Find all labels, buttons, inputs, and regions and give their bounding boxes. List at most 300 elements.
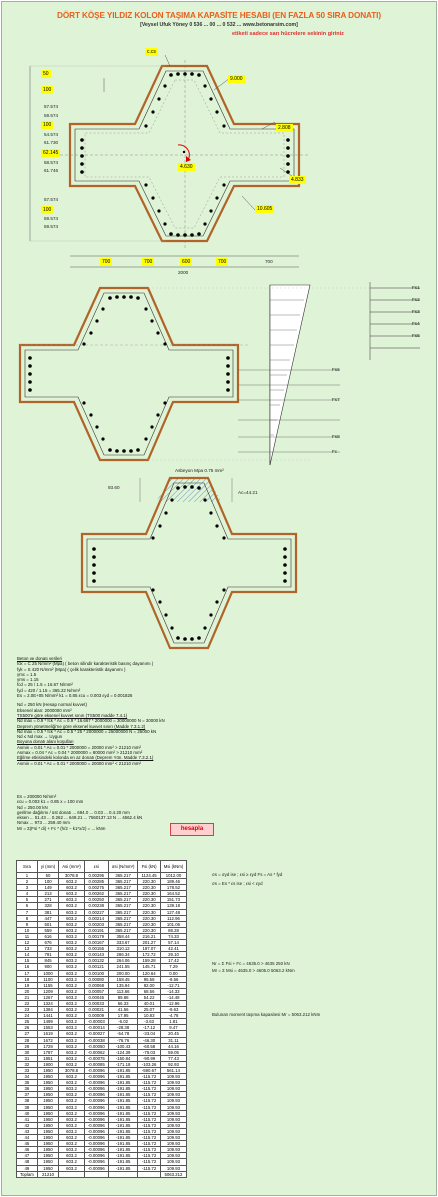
- calc-line: Eksenel alan: 2000000 mm²: [17, 707, 72, 713]
- table-cell: 0.00214: [84, 915, 108, 921]
- table-cell: -0.00096: [84, 1141, 108, 1147]
- table-cell: -191.85: [108, 1116, 138, 1122]
- table-cell: -54.78: [108, 1031, 138, 1037]
- table-cell: 1124.45: [138, 873, 160, 879]
- table-cell: 603.2: [59, 1086, 85, 1092]
- table-cell: 1950: [37, 1068, 58, 1074]
- table-cell: 109.93: [160, 1092, 187, 1098]
- table-cell: -0.00014: [84, 1025, 108, 1031]
- table-cell: 603.2: [59, 1147, 85, 1153]
- table-cell: 1950: [37, 1116, 58, 1122]
- table-cell: 2: [17, 879, 38, 885]
- dim-label: 54.574: [44, 132, 59, 137]
- table-cell: 1950: [37, 1147, 58, 1153]
- table-cell: -76.76: [108, 1037, 138, 1043]
- table-cell: 365.217: [108, 873, 138, 879]
- table-cell: 109.93: [160, 1153, 187, 1159]
- table-cell: 733: [37, 946, 58, 952]
- table-cell: -191.85: [108, 1153, 138, 1159]
- table-cell: 0.00250: [84, 897, 108, 903]
- ratio-c-input[interactable]: 4.833: [291, 177, 304, 183]
- width-segment-input[interactable]: 700: [144, 259, 153, 265]
- table-cell: 109.93: [160, 1098, 187, 1104]
- table-cell: 1950: [37, 1110, 58, 1116]
- table-cell: 17.42: [160, 958, 187, 964]
- table-cell: 676: [37, 940, 58, 946]
- table-cell: 0.00191: [84, 927, 108, 933]
- calc-line: Asmax = 0.04 * Ac = 0.04 * 2000000 = 80000 mm² > 21210 mm²: [17, 750, 143, 756]
- calc-line: εcu = 0.003 k1 = 0.85 x = 100 mm: [17, 799, 84, 805]
- table-cell: -0.00038: [84, 1037, 108, 1043]
- table-cell: 101.06: [160, 921, 187, 927]
- table-cell: -0.00096: [84, 1159, 108, 1165]
- calc-line: fck = C 25 N/mm² (Mpa) ( beton silindir karakteristik basınç dayanımı ): [17, 661, 154, 667]
- section-3-rebars: [92, 485, 287, 641]
- calc-line: Es = 200000 N/mm²: [17, 793, 57, 799]
- table-cell: 1100: [37, 976, 58, 982]
- table-cell: 0.00068: [84, 982, 108, 988]
- table-cell: 16: [17, 964, 38, 970]
- table-cell: -115.72: [138, 1086, 160, 1092]
- section-2-rebars: [28, 295, 230, 453]
- table-cell: 0.00285: [84, 879, 108, 885]
- ratio-d-input[interactable]: 10.605: [257, 206, 273, 212]
- table-cell: 603.2: [59, 915, 85, 921]
- width-segment-input[interactable]: 700: [218, 259, 227, 265]
- table-cell: 139.18: [160, 903, 187, 909]
- table-cell: 17: [17, 970, 38, 976]
- table-cell: [138, 1171, 160, 1177]
- table-cell: 216.21: [138, 933, 160, 939]
- side-note-1: σs = σyd ise ; εsi ≥ εyd Fs = As * fyd: [212, 872, 283, 877]
- table-cell: 365.217: [108, 921, 138, 927]
- table-cell: 14: [17, 952, 38, 958]
- table-cell: -115.72: [138, 1104, 160, 1110]
- section-3-geometry: [82, 478, 296, 648]
- table-cell: -103.26: [138, 1061, 160, 1067]
- table-cell: 1209: [37, 988, 58, 994]
- table-cell: 112.96: [160, 915, 187, 921]
- table-cell: -3.63: [138, 1019, 160, 1025]
- force-label: Fs2: [412, 297, 420, 302]
- table-cell: 50: [37, 873, 58, 879]
- table-cell: 30: [17, 1049, 38, 1055]
- table-cell: 109.93: [160, 1104, 187, 1110]
- table-cell: 20: [17, 988, 38, 994]
- table-cell: 603.2: [59, 1055, 85, 1061]
- table-cell: 310.12: [108, 946, 138, 952]
- table-cell: -0.00096: [84, 1098, 108, 1104]
- table-cell: 41.56: [108, 1007, 138, 1013]
- table-cell: -115.72: [138, 1098, 160, 1104]
- table-cell: 0.00: [160, 970, 187, 976]
- table-cell: 54.22: [138, 994, 160, 1000]
- table-cell: 89.88: [108, 994, 138, 1000]
- table-cell: 603.2: [59, 921, 85, 927]
- table-cell: -590.67: [138, 1068, 160, 1074]
- width-segment-label: 700: [265, 259, 273, 264]
- table-cell: -191.85: [108, 1147, 138, 1153]
- table-cell: 220.30: [138, 885, 160, 891]
- table-cell: 44.16: [160, 1043, 187, 1049]
- table-cell: 88.28: [160, 927, 187, 933]
- table-cell: -4.78: [160, 1013, 187, 1019]
- dim-input[interactable]: 100: [43, 207, 52, 213]
- table-cell: 286.34: [108, 952, 138, 958]
- table-cell: 28: [17, 1037, 38, 1043]
- table-cell: 187.07: [138, 946, 160, 952]
- table-cell: 365.217: [108, 897, 138, 903]
- table-cell: 1950: [37, 1135, 58, 1141]
- table-cell: 1851: [37, 1055, 58, 1061]
- table-cell: 109.93: [160, 1074, 187, 1080]
- calc-line: Es = 2.0E+05 N/mm² k1 = 0.85 εcu = 0.003 εyd = 0.001826: [17, 693, 133, 699]
- alpha-input[interactable]: 4.630: [180, 164, 193, 170]
- table-cell: 603.2: [59, 927, 85, 933]
- table-cell: 29.10: [160, 952, 187, 958]
- table-cell: -28.38: [108, 1025, 138, 1031]
- table-cell: -191.85: [108, 1165, 138, 1171]
- table-cell: 40.01: [138, 1000, 160, 1006]
- table-cell: -9.56: [160, 976, 187, 982]
- table-cell: 1384: [37, 1007, 58, 1013]
- table-cell: 9.47: [160, 1025, 187, 1031]
- table-cell: 57.14: [160, 940, 187, 946]
- table-cell: 109.93: [160, 1086, 187, 1092]
- table-cell: 113.66: [108, 988, 138, 994]
- table-cell: 1950: [37, 1141, 58, 1147]
- table-cell: -46.30: [138, 1037, 160, 1043]
- table-cell: 5: [17, 897, 38, 903]
- calc-line: Eğilme etkisindeki kolonda en az donatı (Deprem Yön. Madde 7.3.2.1): [17, 755, 154, 761]
- calculation-block: [17, 656, 427, 831]
- table-cell: 559: [37, 927, 58, 933]
- table-cell: 603.2: [59, 1049, 85, 1055]
- nr-result: Nr = Σ Fsi + Fc = 4635.0 > 4635 250 kN: [212, 961, 290, 966]
- table-cell: 200.00: [108, 970, 138, 976]
- table-cell: 358.44: [108, 933, 138, 939]
- table-cell: -0.00096: [84, 1122, 108, 1128]
- table-cell: 603.2: [59, 1135, 85, 1141]
- table-cell: 164.52: [160, 891, 187, 897]
- table-cell: 900: [37, 964, 58, 970]
- calc-line: Asmin = 0.01 * Ac = 0.01 * 2000000 = 20000 mm² > 21210 mm²: [17, 744, 141, 750]
- table-cell: 603.2: [59, 1031, 85, 1037]
- table-cell: -191.85: [108, 1074, 138, 1080]
- table-cell: 220.30: [138, 915, 160, 921]
- table-cell: -0.00062: [84, 1049, 108, 1055]
- table-cell: 15: [17, 958, 38, 964]
- table-cell: -75.03: [138, 1049, 160, 1055]
- force-label: Fc: [332, 449, 338, 454]
- table-cell: 603.2: [59, 1128, 85, 1134]
- table-cell: 42.41: [160, 946, 187, 952]
- table-cell: 36: [17, 1086, 38, 1092]
- table-cell: 149: [37, 885, 58, 891]
- table-cell: 109.93: [160, 1165, 187, 1171]
- final-moment-result: Bulunan moment taşıma kapasitesi Mr = 5063.212 kNm: [212, 1012, 321, 1017]
- table-cell: 365.217: [108, 903, 138, 909]
- table-cell: -33.04: [138, 1031, 160, 1037]
- table-cell: 603.2: [59, 1000, 85, 1006]
- page-subtitle: [Veysel Ufuk Yöney 0 536 ... 00 ... 0 532 ... www.betonarsim.com]: [140, 22, 298, 28]
- table-cell: -191.85: [108, 1141, 138, 1147]
- width-segment-input[interactable]: 600: [182, 259, 191, 265]
- table-cell: 127.48: [160, 909, 187, 915]
- table-cell: 603.2: [59, 1122, 85, 1128]
- dim-label: 61.730: [44, 140, 59, 145]
- table-cell: -100.43: [108, 1043, 138, 1049]
- table-header-row: [17, 861, 187, 873]
- table-cell: 27: [17, 1031, 38, 1037]
- table-cell: 10.83: [138, 1013, 160, 1019]
- table-cell: 109.93: [160, 1080, 187, 1086]
- cover-input[interactable]: 50: [43, 71, 49, 77]
- table-cell: 35: [17, 1080, 38, 1086]
- table-cell: 39: [17, 1104, 38, 1110]
- table-cell: 603.2: [59, 1165, 85, 1171]
- table-cell: -17.12: [138, 1025, 160, 1031]
- table-cell: -0.00027: [84, 1031, 108, 1037]
- table-cell: -191.85: [108, 1104, 138, 1110]
- total-width-label: 2000: [178, 270, 189, 275]
- table-cell: -115.72: [138, 1110, 160, 1116]
- table-cell: 0.00143: [84, 952, 108, 958]
- table-cell: 603.2: [59, 1019, 85, 1025]
- table-cell: 109.93: [160, 1159, 187, 1165]
- table-cell: 120.64: [138, 970, 160, 976]
- dim-input[interactable]: 62.145: [43, 150, 59, 156]
- dim-input[interactable]: 100: [43, 122, 52, 128]
- table-cell: 0.00121: [84, 964, 108, 970]
- mr-result: Mr = Σ Msi = 4635.0 > 4605.0 5063.2 kNm: [212, 968, 295, 973]
- table-cell: 92.93: [160, 1061, 187, 1067]
- table-cell: 1950: [37, 1153, 58, 1159]
- table-cell: 1499: [37, 1019, 58, 1025]
- table-cell: -0.00003: [84, 1019, 108, 1025]
- table-cell: -60.58: [138, 1043, 160, 1049]
- table-cell: 0.00295: [84, 873, 108, 879]
- calc-line: Nd ≤ Nd max → Uygun: [17, 734, 63, 740]
- table-cell: 109.93: [160, 1116, 187, 1122]
- calc-line: fyd = 420 / 1.15 = 365.22 N/mm²: [17, 687, 81, 693]
- table-cell: 3: [17, 885, 38, 891]
- table-cell: 1950: [37, 1086, 58, 1092]
- table-cell: 37: [17, 1092, 38, 1098]
- calculate-button[interactable]: hesapla: [170, 823, 214, 836]
- table-cell: 264.06: [108, 958, 138, 964]
- table-cell: -6.02: [108, 1019, 138, 1025]
- table-cell: 1553: [37, 1025, 58, 1031]
- table-cell: 0.00045: [84, 994, 108, 1000]
- table-cell: 603.2: [59, 1025, 85, 1031]
- table-cell: 1267: [37, 994, 58, 1000]
- table-cell: 603.2: [59, 994, 85, 1000]
- table-cell: 10: [17, 927, 38, 933]
- input-note: etiketi sadece sarı hücrelere sekinin giriniz: [232, 31, 344, 37]
- table-cell: 40: [17, 1110, 38, 1116]
- table-cell: 0.00033: [84, 1000, 108, 1006]
- table-cell: 791: [37, 952, 58, 958]
- table-cell: 32: [17, 1061, 38, 1067]
- table-cell: 271: [37, 897, 58, 903]
- column-header: σsi (N/mm²): [108, 861, 138, 873]
- table-cell: 1950: [37, 1080, 58, 1086]
- table-cell: 4: [17, 891, 38, 897]
- table-cell: -115.72: [138, 1159, 160, 1165]
- force-label: Fs4: [412, 321, 420, 326]
- table-cell: 34: [17, 1074, 38, 1080]
- table-cell: -191.85: [108, 1080, 138, 1086]
- table-cell: 1324: [37, 1000, 58, 1006]
- table-cell: 6: [17, 903, 38, 909]
- table-cell: 603.2: [59, 1098, 85, 1104]
- table-cell: 1155: [37, 982, 58, 988]
- table-cell: 17.95: [108, 1013, 138, 1019]
- table-cell: 603.2: [59, 1061, 85, 1067]
- table-cell: 109.93: [160, 1128, 187, 1134]
- table-cell: 44: [17, 1135, 38, 1141]
- calc-line: eksen ... 51.43 ... 0.262 ... 649.21 ... 7560137.13 N ... 4662.4 kN: [17, 815, 143, 821]
- table-cell: -191.85: [108, 1159, 138, 1165]
- table-cell: 31.11: [160, 1037, 187, 1043]
- table-cell: 501: [37, 921, 58, 927]
- table-cell: -191.85: [108, 1122, 138, 1128]
- table-cell: 68.56: [138, 988, 160, 994]
- ratio-a-input[interactable]: 2.808: [278, 125, 291, 131]
- table-cell: -115.72: [138, 1080, 160, 1086]
- table-cell: 220.30: [138, 927, 160, 933]
- ratio-b-input[interactable]: 9.000: [230, 76, 243, 82]
- table-cell: -115.72: [138, 1092, 160, 1098]
- table-cell: -0.00096: [84, 1092, 108, 1098]
- table-cell: 26: [17, 1025, 38, 1031]
- table-cell: 603.2: [59, 946, 85, 952]
- table-cell: 603.2: [59, 1092, 85, 1098]
- table-cell: 0.00262: [84, 891, 108, 897]
- table-cell: 25: [17, 1019, 38, 1025]
- force-label: Fs6: [332, 367, 340, 372]
- calc-line: fyk = S 420 N/mm² (Mpa) ( çelik karakteristik dayanımı ): [17, 666, 126, 672]
- table-cell: -115.72: [138, 1153, 160, 1159]
- calc-line: Nd max = 0.5 * fck * Ac = 0.5 * 25 * 2000000 = 25000000 N = 25000 kN: [17, 728, 157, 734]
- table-cell: -150.84: [108, 1055, 138, 1061]
- table-cell: -191.85: [108, 1098, 138, 1104]
- calc-line: γmc = 1.5: [17, 671, 37, 677]
- table-cell: 603.2: [59, 903, 85, 909]
- table-cell: -115.72: [138, 1116, 160, 1122]
- table-cell: 151.73: [160, 897, 187, 903]
- table-cell: -9.63: [160, 1007, 187, 1013]
- area-label: Asbeyon Mpa 0.75 mm²: [175, 468, 224, 473]
- table-cell: 603.2: [59, 1074, 85, 1080]
- table-cell: 1950: [37, 1165, 58, 1171]
- table-cell: 333.67: [108, 940, 138, 946]
- table-cell: -0.00096: [84, 1074, 108, 1080]
- table-cell: 603.2: [59, 1013, 85, 1019]
- table-cell: 616: [37, 933, 58, 939]
- column-header: Sıra: [17, 861, 38, 873]
- table-cell: 25.07: [138, 1007, 160, 1013]
- table-cell: 21210: [37, 1171, 58, 1177]
- table-cell: 0.00009: [84, 1013, 108, 1019]
- dim-label: 59.574: [44, 216, 59, 221]
- table-cell: 95.58: [138, 976, 160, 982]
- table-cell: 1012.00: [160, 873, 187, 879]
- table-cell: -191.85: [108, 1086, 138, 1092]
- calc-line: Deprem yönetmeliği'ne göre eksenel kuvvet sınırı (Madde 7.3.1.2): [17, 723, 146, 729]
- column-header: Msi (kNm): [160, 861, 187, 873]
- table-cell: 603.2: [59, 891, 85, 897]
- table-cell: 77.43: [160, 1055, 187, 1061]
- column-header: Asi (mm²): [59, 861, 85, 873]
- table-cell: 109.93: [160, 1147, 187, 1153]
- table-cell: 603.2: [59, 940, 85, 946]
- table-cell: 213: [37, 891, 58, 897]
- table-cell: 220.30: [138, 921, 160, 927]
- table-cell: 45: [17, 1141, 38, 1147]
- table-cell: -12.96: [160, 1000, 187, 1006]
- calc-line: Nd max = 0.9 * fck * Ac = 0.9 * 16.667 * 2000000 = 30000000 N = 30000 kN: [17, 718, 165, 724]
- table-cell: -0.00096: [84, 1080, 108, 1086]
- table-cell: 20.45: [160, 1031, 187, 1037]
- table-cell: -14.48: [160, 994, 187, 1000]
- table-cell: [108, 1171, 138, 1177]
- width-segment-input[interactable]: 700: [102, 259, 111, 265]
- table-cell: 178.52: [160, 885, 187, 891]
- table-cell: [84, 1171, 108, 1177]
- results-table: [16, 860, 187, 1178]
- table-cell: 381: [37, 909, 58, 915]
- table-cell: 603.2: [59, 982, 85, 988]
- bar-count-input[interactable]: c.cs: [147, 49, 156, 55]
- table-cell: 24: [17, 1013, 38, 1019]
- table-cell: 12: [17, 940, 38, 946]
- table-cell: 845: [37, 958, 58, 964]
- table-cell: 43: [17, 1128, 38, 1134]
- force-label: Fs5: [412, 333, 420, 338]
- table-cell: -0.00050: [84, 1043, 108, 1049]
- table-cell: 189.46: [160, 879, 187, 885]
- table-cell: -115.72: [138, 1122, 160, 1128]
- row-spacing-input[interactable]: 100: [43, 87, 52, 93]
- table-cell: -90.99: [138, 1055, 160, 1061]
- table-cell: 0.00167: [84, 940, 108, 946]
- table-cell: 3078.8: [59, 873, 85, 879]
- column-header: εsi: [84, 861, 108, 873]
- table-cell: -0.00085: [84, 1061, 108, 1067]
- table-cell: 19: [17, 982, 38, 988]
- table-cell: 159.28: [138, 958, 160, 964]
- calc-line: Nmax ... 973 ... 259.40 mm: [17, 820, 70, 826]
- table-cell: 241.55: [108, 964, 138, 970]
- table-cell: -171.18: [108, 1061, 138, 1067]
- table-body: [17, 873, 187, 1172]
- table-cell: 0.00238: [84, 903, 108, 909]
- table-cell: 1: [17, 873, 38, 879]
- table-cell: 46: [17, 1147, 38, 1153]
- table-cell: 365.217: [108, 927, 138, 933]
- force-label: Fs7: [332, 397, 340, 402]
- table-cell: 0.00275: [84, 885, 108, 891]
- table-cell: -0.00096: [84, 1110, 108, 1116]
- column-header: yi (mm): [37, 861, 58, 873]
- dim-label: 61.746: [44, 168, 59, 173]
- table-cell: -0.00096: [84, 1104, 108, 1110]
- table-cell: 66.33: [108, 1000, 138, 1006]
- table-cell: 1950: [37, 1074, 58, 1080]
- table-cell: 603.2: [59, 879, 85, 885]
